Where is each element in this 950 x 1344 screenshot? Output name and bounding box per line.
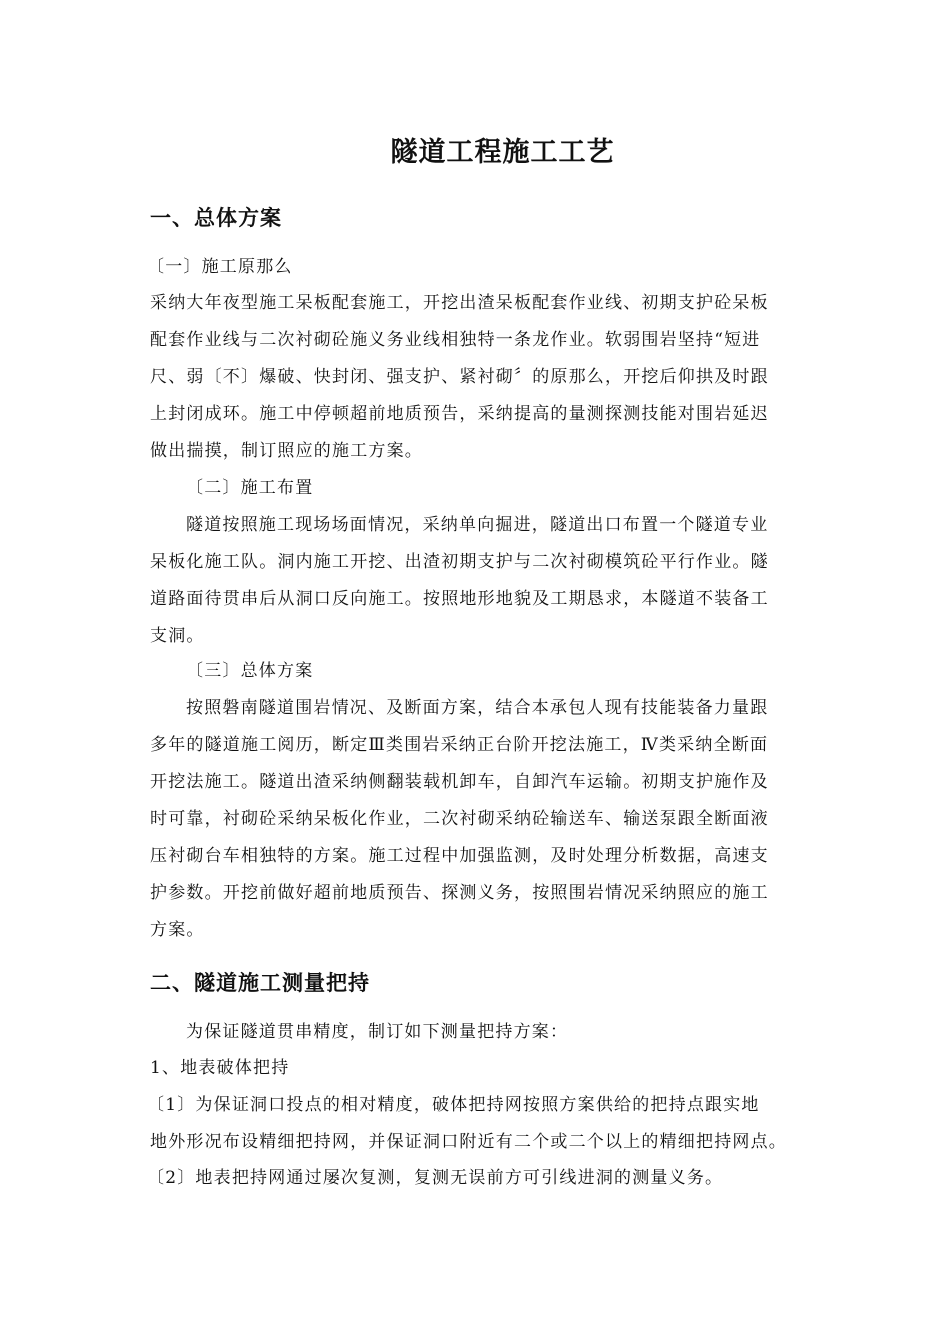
- paragraph-line: 时可靠，衬砌砼采纳呆板化作业，二次衬砌采纳砼输送车、输送泵跟全断面液: [150, 809, 769, 829]
- paragraph-line: 道路面待贯串后从洞口反向施工。按照地形地貌及工期恳求，本隧道不装备工: [150, 589, 769, 609]
- paragraph-line: 配套作业线与二次衬砌砼施义务业线相独特一条龙作业。软弱围岩坚持“短进: [150, 330, 761, 350]
- subsection-heading: 〔三〕总体方案: [186, 661, 314, 681]
- paragraph-line: 采纳大年夜型施工呆板配套施工，开挖出渣呆板配套作业线、初期支护砼呆板: [150, 293, 769, 313]
- paragraph-line: 压衬砌台车相独特的方案。施工过程中加强监测，及时处理分析数据，高速支: [150, 846, 769, 866]
- paragraph-line: 做出揣摸，制订照应的施工方案。: [150, 441, 423, 461]
- paragraph-line: 呆板化施工队。洞内施工开挖、出渣初期支护与二次衬砌模筑砼平行作业。隧: [150, 552, 769, 572]
- paragraph-line: 开挖法施工。隧道出渣采纳侧翻装载机卸车，自卸汽车运输。初期支护施作及: [150, 772, 769, 792]
- paragraph-line: 为保证隧道贯串精度，制订如下测量把持方案：: [186, 1022, 569, 1042]
- section-heading: 一、总体方案: [150, 205, 282, 230]
- subsection-heading: 〔一〕施工原那么: [147, 257, 293, 277]
- list-item-heading: 1、地表破体把持: [150, 1058, 290, 1078]
- document-title: 隧道工程施工工艺: [390, 137, 615, 168]
- paragraph-line: 方案。: [150, 920, 205, 940]
- paragraph-line: 上封闭成环。施工中停顿超前地质预告，采纳提高的量测探测技能对围岩延迟: [150, 404, 769, 424]
- paragraph-line: 按照磐南隧道围岩情况、及断面方案，结合本承包人现有技能装备力量跟: [186, 698, 769, 718]
- paragraph-line: 〔2〕地表把持网通过屡次复测，复测无误前方可引线进洞的测量义务。: [147, 1168, 724, 1188]
- paragraph-line: 多年的隧道施工阅历，断定Ⅲ类围岩采纳正台阶开挖法施工，Ⅳ类采纳全断面: [150, 735, 769, 755]
- paragraph-line: 尺、弱〔不〕爆破、快封闭、强支护、紧衬砌〞的原那么，开挖后仰拱及时跟: [150, 367, 769, 387]
- paragraph-line: 护参数。开挖前做好超前地质预告、探测义务，按照围岩情况采纳照应的施工: [150, 883, 769, 903]
- paragraph-line: 隧道按照施工现场场面情况，采纳单向掘进，隧道出口布置一个隧道专业: [186, 515, 769, 535]
- paragraph-line: 〔1〕为保证洞口投点的相对精度，破体把持网按照方案供给的把持点跟实地: [147, 1095, 760, 1115]
- section-heading: 二、隧道施工测量把持: [150, 970, 370, 995]
- paragraph-line: 支洞。: [150, 626, 205, 646]
- subsection-heading: 〔二〕施工布置: [186, 478, 314, 498]
- paragraph-line: 地外形况布设精细把持网，并保证洞口附近有二个或二个以上的精细把持网点。: [150, 1132, 787, 1152]
